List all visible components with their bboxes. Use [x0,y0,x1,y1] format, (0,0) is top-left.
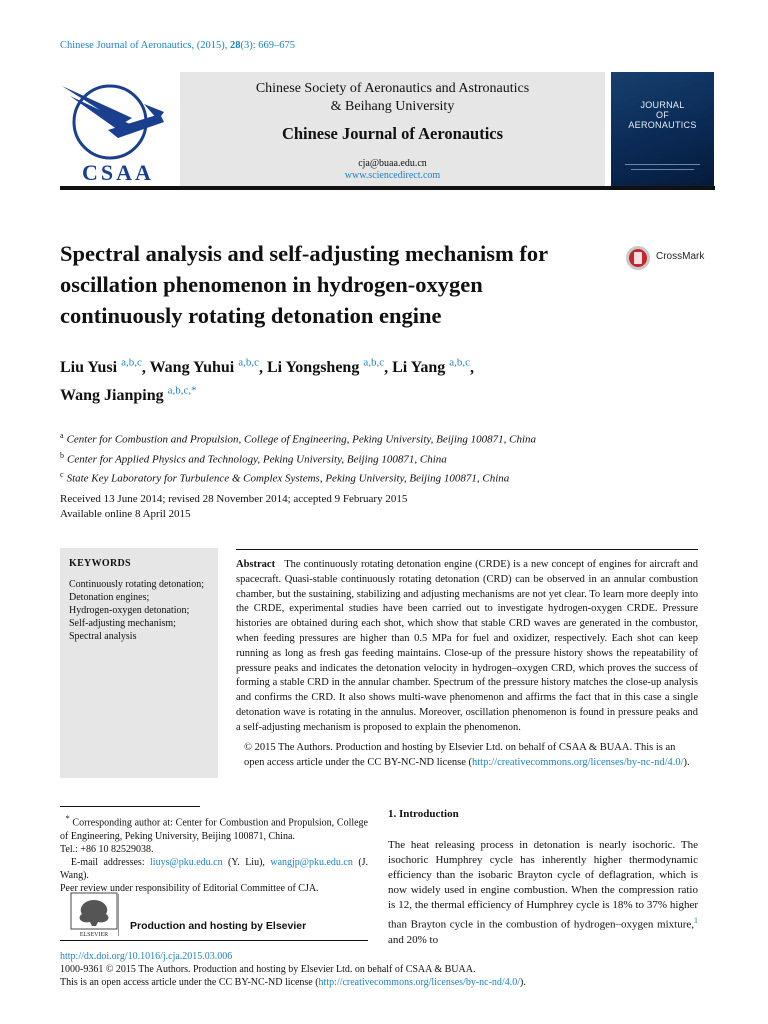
article-dates [60,492,660,522]
reference-link[interactable]: 1 [694,916,698,925]
keyword-item: Self-adjusting mechanism; [69,618,176,629]
peer-review-note: Peer review under responsibility of Editorial Committee of CJA. [60,883,319,895]
article-title: Spectral analysis and self-adjusting mechanism for oscillation phenomenon in hydrogen-oxygen continuously rotating detonation engine [60,241,548,328]
introduction-text: The heat releasing process in detonation is nearly isochoric. The isochoric Humphrey cycle has inherently higher thermodynamic efficiency than the isobaric Brayton cycle of deflagration, which is now widely used in engine combustion. When the compression ratio is 12, the thermal efficiency of Humphrey cycle is 18% to 37% higher than Brayton cycle in the combustion of hydrogen–oxygen mixture,$^1$ and 20% to [388,839,698,946]
journal-name: Chinese Journal of Aeronautics [281,124,504,143]
author-3[interactable]: Li Yongsheng $^{a,b,c}$ [266,357,385,377]
abstract-license-link[interactable]: http://creativecommons.org/licenses/by-nc-nd/4.0/ [472,757,684,768]
journal-cover-image [611,72,714,186]
journal-email: cja@buaa.edu.cn [358,158,427,169]
elsevier-wordmark: ELSEVIER [79,932,109,938]
author-4[interactable]: Li Yang $^{a,b,c}$ [392,357,471,377]
author-tel: Tel.: +86 10 82529038. [60,843,154,855]
abstract-divider [236,549,698,550]
affiliations [60,428,680,487]
citation-text: Chinese Journal of Aeronautics, (2015), [60,40,231,51]
cover-rule [625,164,700,165]
issn-line: 1000-9361 © 2015 The Authors. Production and hosting by Elsevier Ltd. on behalf of CSAA & BUAA. [60,964,476,975]
cover-line-1: JOURNAL [640,100,685,110]
open-access-line: This is an open access article under the CC BY-NC-ND license (http://creativecommons.org/licenses/by-nc-nd/4.0/). [60,977,526,988]
citation-volume: 28 [230,40,241,51]
page-footer [60,950,720,989]
author-5[interactable]: Wang Jianping $^{a,b,c,*}$ [60,384,197,404]
journal-citation[interactable] [60,40,295,51]
doi-link[interactable]: http://dx.doi.org/10.1016/j.cja.2015.03.006 [60,951,233,962]
keywords-box [60,548,218,778]
keywords-title: KEYWORDS [69,558,131,569]
society-line-2: & Beihang University [330,99,455,114]
journal-header [180,72,605,186]
abstract-license: © 2015 The Authors. Production and hosting by Elsevier Ltd. on behalf of CSAA & BUAA. This is an open access article under the CC BY-NC-ND license (http://creativecommons.org/licenses/by-nc-nd/4.0/). [236,740,702,770]
society-line-1: Chinese Society of Aeronautics and Astronautics [255,81,530,96]
abstract-label: Abstract [236,559,276,570]
affiliation-c: $^c$ State Key Laboratory for Turbulence & Complex Systems, Peking University, Beijing 100871, China [60,470,510,485]
footer-license-link[interactable]: http://creativecommons.org/licenses/by-nc-nd/4.0/ [318,977,520,988]
elsevier-divider [118,894,119,936]
cover-title [611,100,714,130]
crossmark-button[interactable] [626,244,736,272]
keyword-item: Spectral analysis [69,631,137,642]
author-list: Liu Yusi $^{a,b,c}$, Wang Yuhui $^{a,b,c}$, Li Yongsheng $^{a,b,c}$, Li Yang $^{a,b,c}$, Wang Jianping $^{a,b,c,*}$ [60,357,475,404]
affiliation-a: $^a$ Center for Combustion and Propulsion, College of Engineering, Peking University, Beijing 100871, China [60,431,537,446]
keywords-list [69,578,211,643]
elsevier-production-text: Production and hosting by Elsevier [130,920,307,932]
masthead-divider [60,186,715,190]
keyword-item: Hydrogen-oxygen detonation; [69,605,190,616]
elsevier-tree-icon [70,892,120,938]
email-link-1[interactable]: liuys@pku.edu.cn [150,856,223,868]
author-1[interactable]: Liu Yusi $^{a,b,c}$ [60,357,142,377]
corresponding-footnote [60,812,368,896]
available-online: Available online 8 April 2015 [60,508,191,520]
csaa-logo [60,74,176,186]
citation-pages: (3): 669–675 [240,40,296,51]
footnote-divider [60,806,200,807]
crossmark-label: CrossMark [656,251,705,262]
abstract [236,558,698,736]
journal-contact [180,158,605,182]
section-heading-introduction: 1. Introduction [388,808,459,820]
society-name [180,80,605,116]
csaa-logo-text: CSAA [82,160,154,185]
cover-rule-2 [631,169,694,170]
email-link-2[interactable]: wangjp@pku.edu.cn [270,856,353,868]
journal-website-link[interactable]: www.sciencedirect.com [344,170,441,181]
abstract-text: The continuously rotating detonation engine (CRDE) is a new concept of engines for aircraft and spacecraft. Quasi-stable continuously rotating detonation (CRD) can be observed in an annular combustion chamber, but the sustaining, stabilizing and adjusting mechanisms are not yet clear. To learn more deeply into the CRDE, experimental studies have been carried out to investigate hydrogen-oxygen CRDE. Pressure histories are obtained during each shot, which show that stable CRD waves are generated in the combustor, when feeding pressures are higher than 0.5 MPa for fuel and oxidizer, respectively. Each shot can keep running as long as fresh gas feeding maintains. Close-up of the pressure history shows the repeatability of pressure peaks and indicates the detonation velocity in hydrogen–oxygen CRD, which proves the success of forming a stable CRD in the annular chamber. Spectrum of the pressure history matches the close-up analysis and confirms the CRD. It also shows multi-wave phenomenon and affirms the fact that in this case a single detonation wave is rotating in the annulus. Moreover, oscillation phenomenon is found in pressure peaks and a self-adjusting mechanism is proposed to explain the phenomenon. [236,559,699,733]
abstract-copyright: © 2015 The Authors. Production and hosting by Elsevier Ltd. on behalf of CSAA & BUAA. This is an [244,742,676,753]
keyword-item: Continuously rotating detonation; [69,579,204,590]
csaa-logo-icon [60,74,176,186]
elsevier-banner [60,892,368,940]
corresponding-author: * Corresponding author at: Center for Combustion and Propulsion, College of Engineering, Peking University, Beijing 100871, China. [60,814,368,842]
cover-line-3: AERONAUTICS [628,120,697,130]
cover-line-2: OF [655,110,670,120]
keyword-item: Detonation engines; [69,592,150,603]
affiliation-b: $^b$ Center for Applied Physics and Technology, Peking University, Beijing 100871, China [60,450,447,466]
author-emails: E-mail addresses: liuys@pku.edu.cn (Y. Liu), wangjp@pku.edu.cn (J. Wang). [60,856,369,882]
elsevier-rule [60,940,368,941]
received-dates: Received 13 June 2014; revised 28 November 2014; accepted 9 February 2015 [60,493,408,505]
author-2[interactable]: Wang Yuhui $^{a,b,c}$ [149,357,259,377]
abstract-license-text: open access article under the CC BY-NC-ND license ( [244,757,473,768]
